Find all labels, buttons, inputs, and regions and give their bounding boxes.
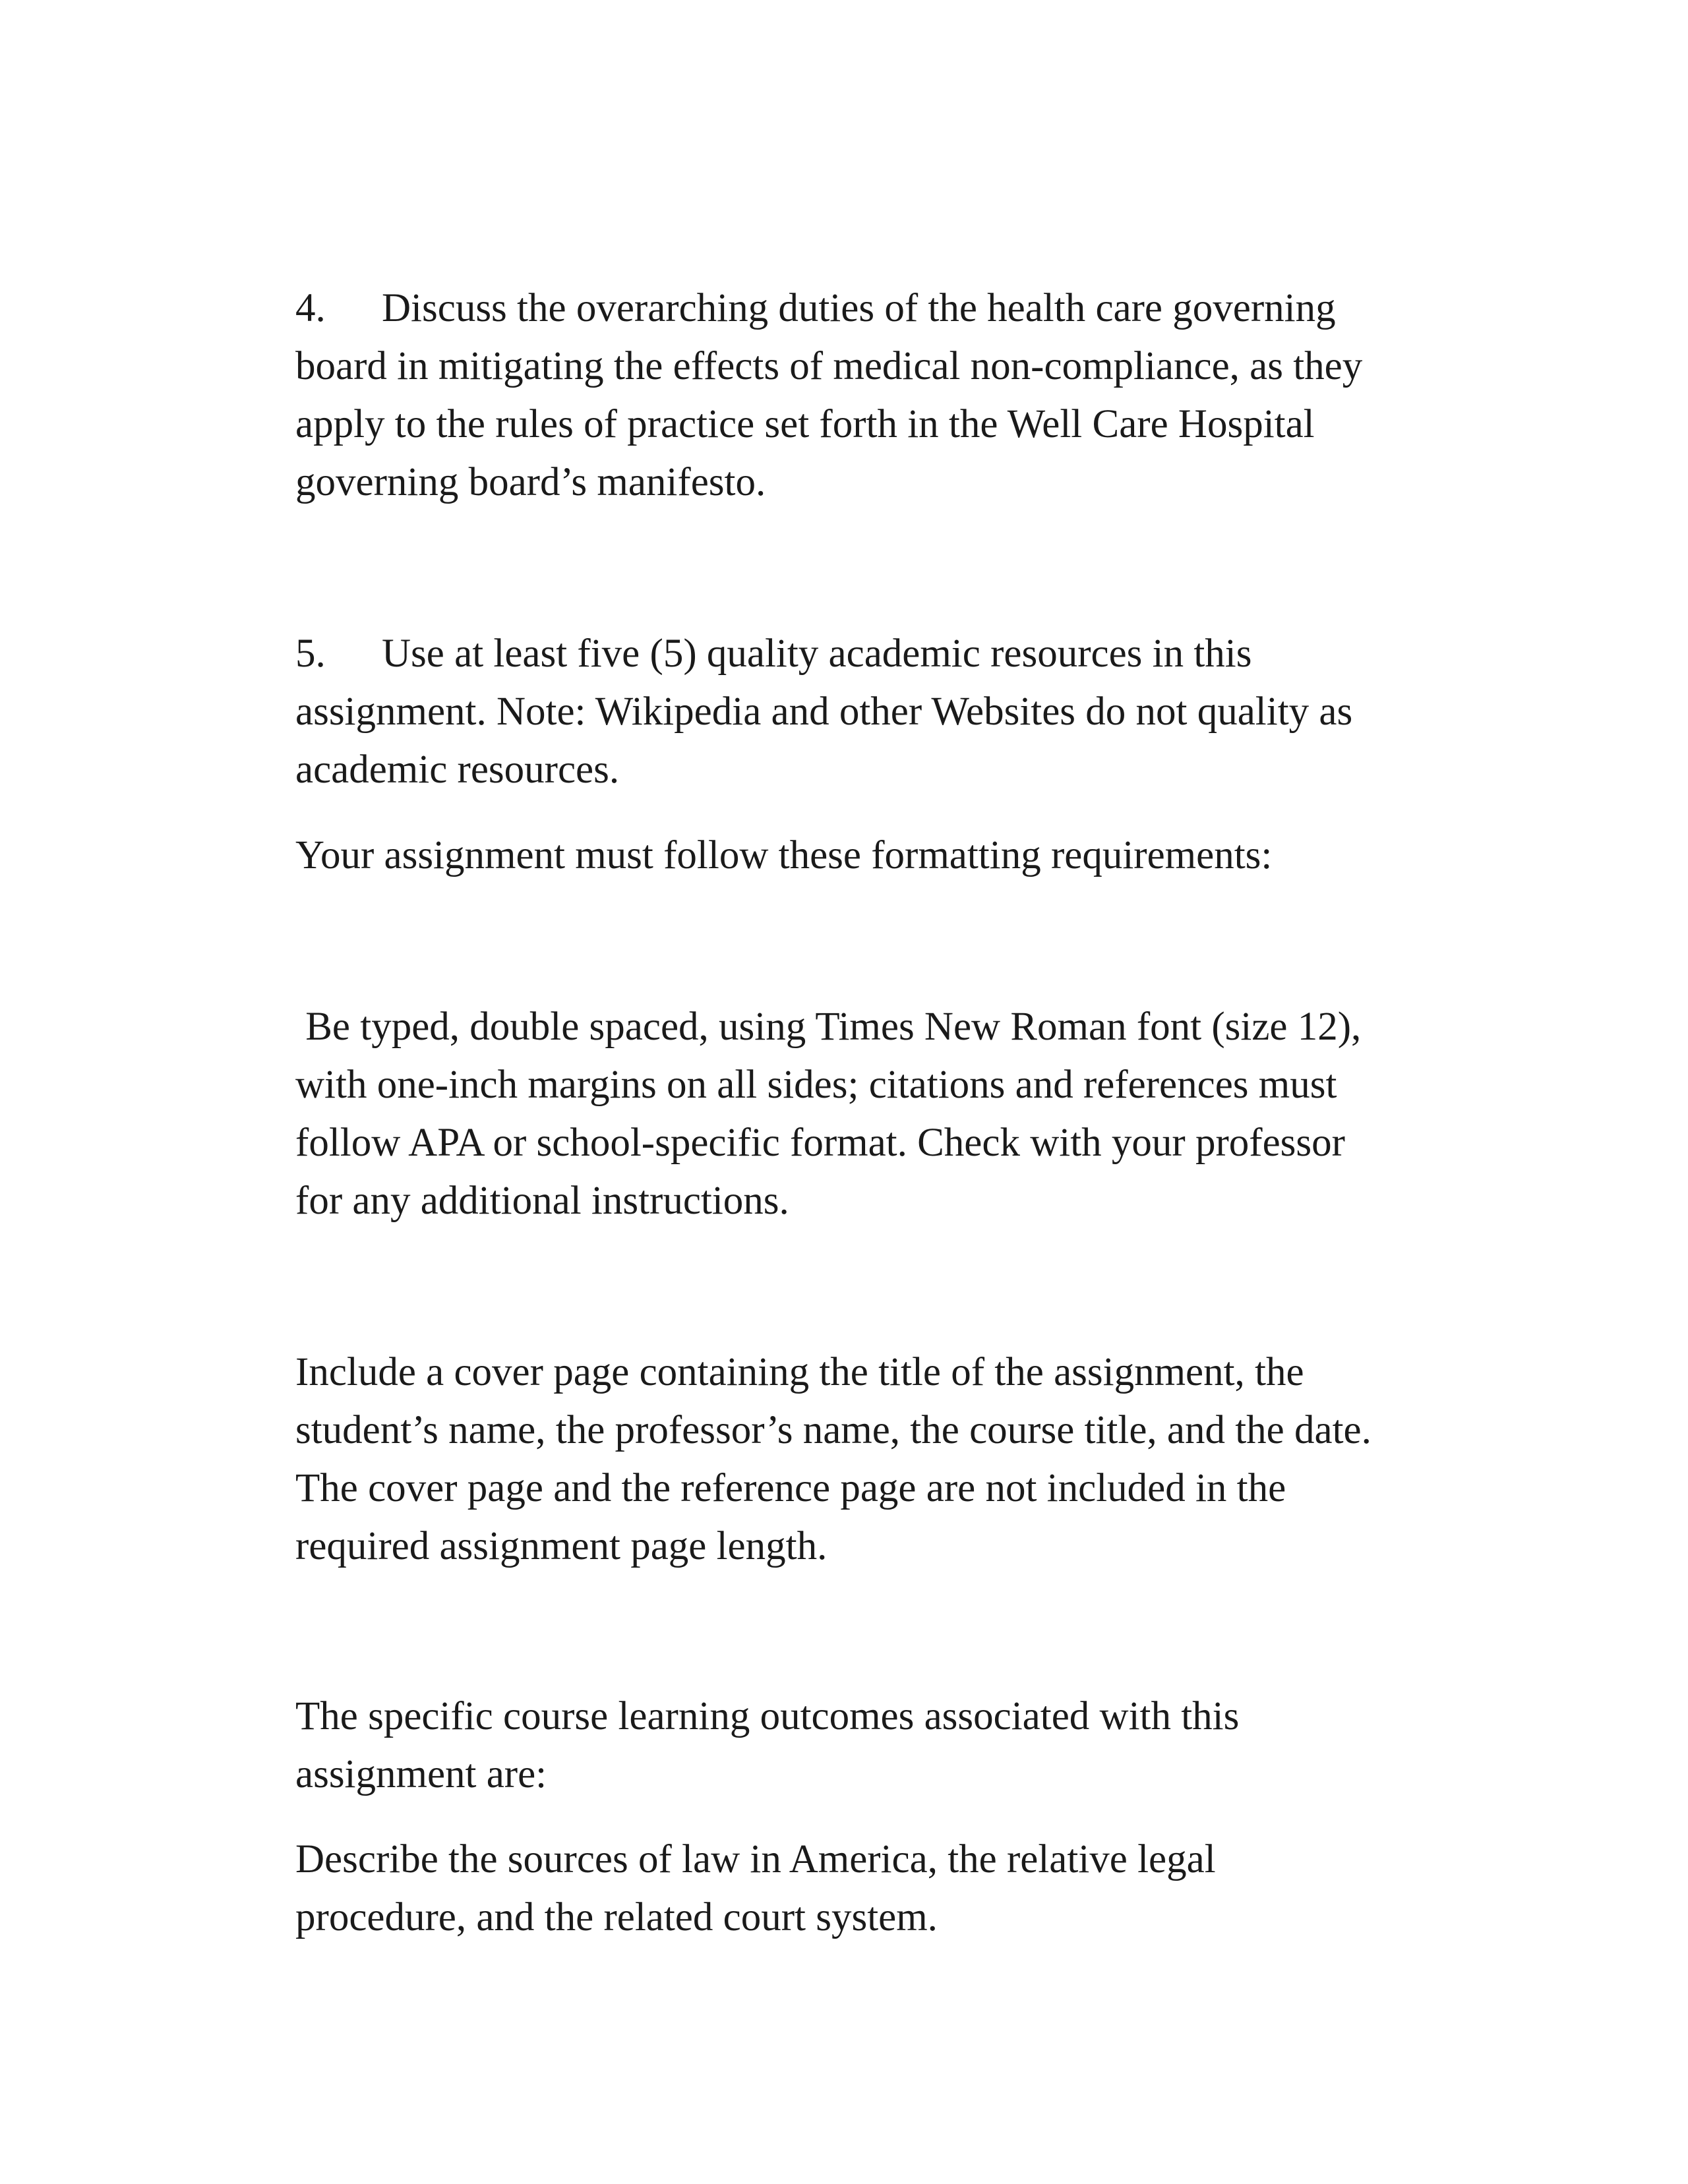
paragraph-formatting-details [295, 998, 1495, 1230]
paragraph-line: board in mitigating the effects of medical non-compliance, as they [295, 344, 1363, 388]
paragraph-line: with one-inch margins on all sides; citations and references must [295, 1063, 1337, 1107]
paragraph-line: required assignment page length. [295, 1524, 828, 1568]
paragraph-line: governing board’s manifesto. [295, 460, 766, 504]
list-number: 5. [295, 632, 326, 676]
paragraph-cover-page [295, 1343, 1495, 1576]
list-item-text: Use at least five (5) quality academic resources in this [382, 632, 1252, 676]
paragraph-line: Be typed, double spaced, using Times New Roman font (size 12), [295, 1005, 1362, 1049]
paragraph-line: Describe the sources of law in America, the relative legal [295, 1837, 1216, 1881]
paragraph-line: student’s name, the professor’s name, the course title, and the date. [295, 1408, 1372, 1452]
paragraph-line [295, 280, 1495, 338]
paragraph-line: The cover page and the reference page are not included in the [295, 1466, 1286, 1510]
paragraph-line: Your assignment must follow these formatting requirements: [295, 833, 1273, 877]
paragraph-line [295, 625, 1495, 683]
paragraph-line: follow APA or school-specific format. Check with your professor [295, 1121, 1345, 1165]
paragraph-item-5 [295, 625, 1495, 799]
paragraph-line: academic resources. [295, 748, 620, 792]
list-item-text: Discuss the overarching duties of the health care governing [382, 286, 1336, 330]
paragraph-line: assignment are: [295, 1752, 547, 1796]
paragraph-item-4 [295, 280, 1495, 512]
paragraph-line: assignment. Note: Wikipedia and other Websites do not quality as [295, 690, 1353, 734]
paragraph-line: Include a cover page containing the title of the assignment, the [295, 1350, 1304, 1394]
paragraph-formatting-intro [295, 827, 1495, 885]
list-number: 4. [295, 286, 326, 330]
paragraph-outcomes-intro [295, 1688, 1495, 1804]
paragraph-line: for any additional instructions. [295, 1179, 789, 1223]
paragraph-line: The specific course learning outcomes associated with this [295, 1694, 1240, 1738]
paragraph-line: procedure, and the related court system. [295, 1895, 938, 1939]
paragraph-line: apply to the rules of practice set forth in the Well Care Hospital [295, 402, 1315, 446]
paragraph-outcome-1 [295, 1831, 1495, 1947]
